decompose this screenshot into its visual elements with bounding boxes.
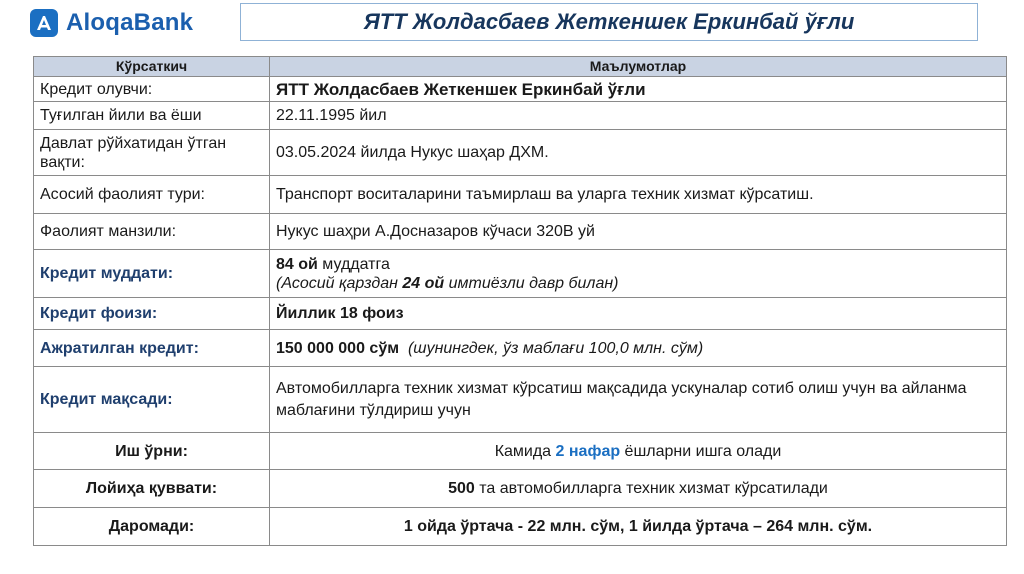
table-row bbox=[34, 330, 1007, 367]
credit-info-table bbox=[33, 56, 1007, 546]
address-value: Нукус шаҳри А.Досназаров кўчаси 320В уй bbox=[270, 214, 1007, 250]
page-title: ЯТТ Жолдасбаев Жеткеншек Еркинбай ўғли bbox=[363, 9, 855, 34]
grace-prefix: (Асосий қарздан bbox=[276, 274, 403, 292]
jobs-prefix: Камида bbox=[494, 442, 556, 460]
table-row bbox=[34, 433, 1007, 470]
term-months: 84 ой bbox=[276, 255, 318, 273]
birth-value: 22.11.1995 йил bbox=[270, 102, 1007, 130]
table-row bbox=[34, 298, 1007, 330]
grace-months: 24 ой bbox=[402, 274, 445, 292]
jobs-value bbox=[270, 433, 1007, 470]
capacity-count: 500 bbox=[448, 480, 475, 497]
capacity-value bbox=[270, 470, 1007, 508]
amount-value-cell bbox=[270, 330, 1007, 367]
jobs-suffix: ёшларни ишга олади bbox=[620, 442, 782, 460]
amount-value: 150 000 000 сўм bbox=[276, 339, 400, 357]
row-label: Даромади: bbox=[34, 508, 270, 546]
row-label: Ажратилган кредит: bbox=[34, 330, 270, 367]
table-row bbox=[34, 250, 1007, 298]
table-row bbox=[34, 77, 1007, 102]
row-label: Кредит олувчи: bbox=[34, 77, 270, 102]
grace-suffix: имтиёзли давр билан) bbox=[444, 274, 619, 292]
bank-logo-icon bbox=[30, 9, 58, 37]
capacity-suffix: та автомобилларга техник хизмат кўрсатилади bbox=[474, 480, 828, 497]
row-label: Кредит мақсади: bbox=[34, 367, 270, 433]
row-label: Кредит муддати: bbox=[34, 250, 270, 298]
activity-value: Транспорт воситаларини таъмирлаш ва уларга техник хизмат кўрсатиш. bbox=[270, 176, 1007, 214]
page-title-box bbox=[240, 3, 978, 41]
table-row bbox=[34, 508, 1007, 546]
income-value: 1 ойда ўртача - 22 млн. сўм, 1 йилда ўртача – 264 млн. сўм. bbox=[270, 508, 1007, 546]
table-row bbox=[34, 176, 1007, 214]
row-label: Асосий фаолият тури: bbox=[34, 176, 270, 214]
table-row bbox=[34, 367, 1007, 433]
table-row bbox=[34, 102, 1007, 130]
registration-value: 03.05.2024 йилда Нукус шаҳар ДХМ. bbox=[270, 130, 1007, 176]
rate-value: Йиллик 18 фоиз bbox=[270, 298, 1007, 330]
row-label: Туғилган йили ва ёши bbox=[34, 102, 270, 130]
brand-logo bbox=[30, 6, 193, 40]
table-row bbox=[34, 470, 1007, 508]
amount-note: (шунингдек, ўз маблағи 100,0 млн. сўм) bbox=[407, 339, 704, 357]
row-label: Давлат рўйхатидан ўтган вақти: bbox=[34, 130, 270, 176]
purpose-value: Автомобилларга техник хизмат кўрсатиш мақсадида ускуналар сотиб олиш учун ва айланма маблағини тўлдириш учун bbox=[270, 367, 1007, 433]
term-months-suffix: муддатга bbox=[317, 255, 390, 273]
row-label: Иш ўрни: bbox=[34, 433, 270, 470]
jobs-count: 2 нафар bbox=[555, 442, 621, 460]
row-label: Кредит фоизи: bbox=[34, 298, 270, 330]
borrower-value: ЯТТ Жолдасбаев Жеткеншек Еркинбай ўғли bbox=[270, 77, 1007, 102]
header-indicator: Кўрсаткич bbox=[34, 57, 270, 77]
header-data: Маълумотлар bbox=[270, 57, 1007, 77]
brand-name: AloqaBank bbox=[66, 9, 194, 36]
table-header-row bbox=[34, 57, 1007, 77]
table-row bbox=[34, 214, 1007, 250]
term-value bbox=[270, 250, 1007, 298]
table-row bbox=[34, 130, 1007, 176]
row-label: Лойиҳа қуввати: bbox=[34, 470, 270, 508]
row-label: Фаолият манзили: bbox=[34, 214, 270, 250]
